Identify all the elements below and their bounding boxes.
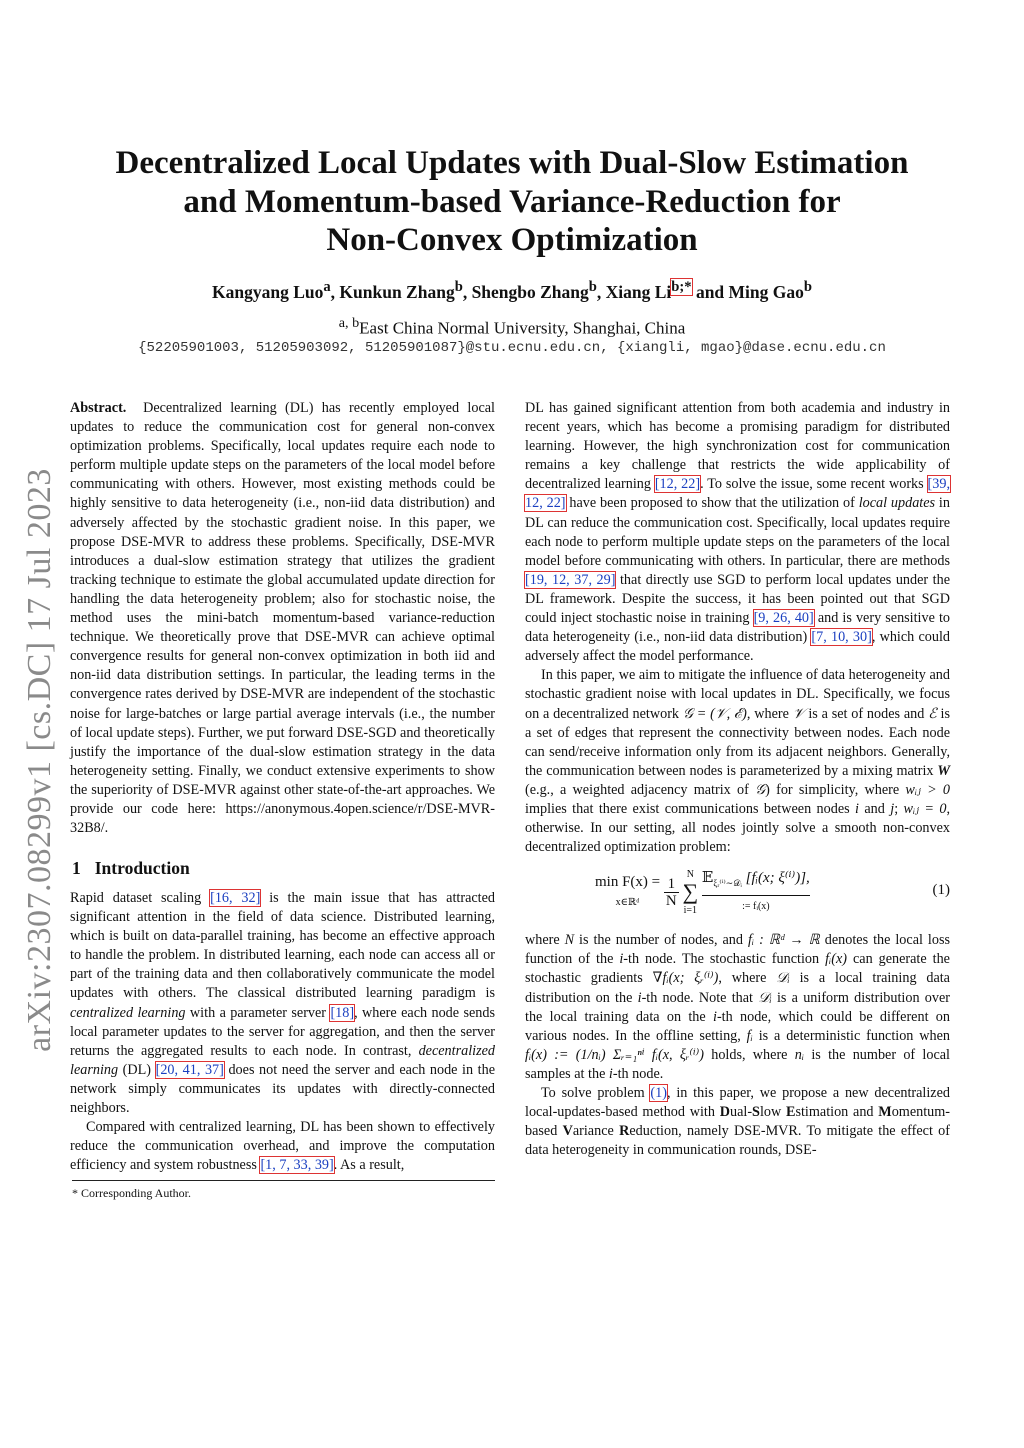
text-run: In this paper, we aim to mitigate the influence of data heterogeneity and stochastic gradient noise with local updates in DL. Specifically, we focus on a decentralized network <box>525 667 950 722</box>
text-run: is a local training data distribution on the <box>525 970 950 1006</box>
author-affiliation-mark: b <box>803 279 812 295</box>
text-run: (e.g., a weighted adjacency matrix of <box>525 781 756 798</box>
text-run: holds, where <box>703 1046 795 1063</box>
author-affiliation-mark: b <box>454 279 463 295</box>
math: 𝒱 <box>792 705 805 722</box>
intro-text <box>70 889 495 1175</box>
citation-link[interactable]: [9, 26, 40] <box>753 610 814 627</box>
emphasis: local updates <box>858 495 936 512</box>
text-run: , in this paper, we propose a new decentralized local-updates-based method with <box>525 1085 950 1121</box>
text-run: ) for simplicity, where <box>765 781 906 798</box>
text-run: , which could adversely affect the model performance. <box>525 629 950 665</box>
intro-paragraph-2 <box>70 1118 495 1175</box>
math: i <box>637 989 642 1006</box>
text-run: , where each node sends local parameter updates to the server for aggregation, and then the server returns the aggregated results to each node. In contrast, <box>70 1004 496 1059</box>
eq-frac-num: 1 <box>667 875 676 892</box>
math: 𝒢 <box>755 781 766 798</box>
section-title: Introduction <box>94 858 190 878</box>
section-heading-introduction <box>72 858 190 879</box>
equation-reference-link[interactable]: (1) <box>650 1085 667 1101</box>
emphasis: decentralized learning <box>70 1042 495 1078</box>
citation-link[interactable]: [12, 22] <box>654 476 701 493</box>
text-run: omentum-based <box>525 1104 951 1140</box>
eq-sum-bottom: i=1 <box>683 905 698 917</box>
acronym-letter: M <box>878 1104 892 1121</box>
math: ∇fᵢ(x; ξᵣ⁽ⁱ⁾) <box>652 970 719 987</box>
citation-link[interactable]: [1, 7, 33, 39] <box>260 1157 334 1174</box>
text-run: where <box>525 932 565 949</box>
eq-inner: [fᵢ(x; ξ⁽ⁱ⁾)], <box>745 869 810 886</box>
author-name: Ming Gao <box>728 281 804 302</box>
citation-link[interactable]: [18] <box>330 1004 355 1021</box>
right-paragraph-2 <box>525 666 950 857</box>
math: fᵢ(x) := (1/nᵢ) Σᵣ₌₁ⁿⁱ fᵢ(x, ξᵣ⁽ⁱ⁾) <box>525 1046 704 1063</box>
math: 𝒟ᵢ <box>776 970 790 987</box>
text-run: ual- <box>729 1104 753 1121</box>
text-run: -th node, which could be different on various nodes. In the offline setting, <box>525 1008 950 1044</box>
emphasis: centralized learning <box>70 1004 186 1021</box>
text-run: with a parameter server <box>185 1004 331 1021</box>
author-name: Kunkun Zhang <box>339 281 455 302</box>
affiliation <box>60 315 964 339</box>
citation-link[interactable]: [16, 32] <box>210 890 261 906</box>
equation-body <box>595 867 810 917</box>
intro-paragraph-1 <box>70 889 495 1118</box>
math: N <box>564 932 575 949</box>
text-run: does not need the server and each node in the network simply communicates its updates with directly-connected neighbors. <box>70 1061 495 1117</box>
text-run: Compared with centralized learning, DL has been shown to effectively reduce the communication overhead, and improve the computation efficiency and system robustness <box>70 1119 495 1174</box>
math: i <box>608 1065 613 1082</box>
acronym-letter: V <box>562 1123 573 1140</box>
text-run: , where <box>718 970 777 987</box>
sum-symbol: ∑ <box>682 879 699 905</box>
eq-expectation: 𝔼 <box>701 869 714 886</box>
acronym-letter: R <box>619 1123 630 1140</box>
abstract-text: Decentralized learning (DL) has recently employed local updates to reduce the communication cost for general non-convex optimization problems. Specifically, local updates require each node to perform multiple update steps on the parameters of the local model before communicating with others. However, most existing methods could be highly sensitive to data heterogeneity (i.e., non-iid data distribution) and adversely affected by the stochastic gradient noise. In this paper, we propose DSE-MVR to address these problems. Specifically, DSE-MVR introduces a dual-slow estimation strategy that utilizes the gradient tracking technique to estimate the global accumulated update direction for handling the data heterogeneity problem; also for stochastic noise, the method uses the mini-batch momentum-based variance-reduction technique. We theoretically prove that DSE-MVR can achieve optimal convergence results for general non-convex optimization in both iid and non-iid data distribution settings. In particular, the leading terms in the convergence rates derived by DSE-MVR are independent of the stochastic noise for large-batches or large partial average intervals (i.e., the number of local update steps). Further, we put forward DSE-SGD and theoretically justify the importance of the dual-slow estimation strategy in the data heterogeneity setting. Finally, we conduct extensive experiments to show the superiority of DSE-MVR against other state-of-the-art approaches. We provide our code here: https://anonymous.4open.science/r/DSE-MVR-32B8/. <box>70 400 495 837</box>
and-word: and <box>695 281 725 302</box>
text-run: , where <box>746 705 793 722</box>
author-name: Xiang Li <box>605 281 672 302</box>
author-emails: {52205901003, 51205903092, 51205901087}@stu.ecnu.edu.cn, {xiangli, mgao}@dase.ecnu.edu.cn <box>138 340 886 356</box>
text-run: implies that there exist communications between nodes <box>525 800 856 817</box>
author-list: Kangyang Luo$^a$, Kunkun Zhang$^b$, Shengbo Zhang$^b$, Xiang $Li^{b;*}$ and Ming Gao$^b$ <box>212 279 812 302</box>
text-run: ; <box>894 800 904 817</box>
acronym-letter: S <box>752 1104 760 1121</box>
citation-link[interactable]: [39, 12, 22] <box>525 476 950 512</box>
text-run: and is very sensitive to data heterogeneity (i.e., non-iid data distribution) <box>525 610 951 646</box>
math: j <box>890 800 895 817</box>
abstract-label: Abstract. <box>70 400 127 416</box>
text-run: is a uniform distribution over the local training data on the <box>525 989 950 1025</box>
paper-title <box>60 144 964 260</box>
text-run: is a deterministic function when <box>752 1027 950 1044</box>
eq-expectation-subscript: ξᵣ⁽ⁱ⁾∼𝒟ᵢ <box>713 877 742 888</box>
text-run: is a set of edges that represent the connectivity between nodes. Each node can send/receive information only from its adjacent neighbors. Generally, the communication between nodes is parameterized by a mixing matrix <box>525 705 950 779</box>
text-run: eduction, namely DSE-MVR. To mitigate the effect of data heterogeneity in communication rounds, DSE- <box>525 1123 950 1159</box>
text-run: -th node. The stochastic function <box>623 951 826 968</box>
math: W <box>937 762 950 779</box>
equation-1 <box>525 867 950 919</box>
math: i <box>855 800 859 817</box>
author-affiliation-mark[interactable]: b;* <box>671 279 692 295</box>
text-run: -th node. Note that <box>641 989 759 1006</box>
title-line: Non-Convex Optimization <box>326 222 698 258</box>
arxiv-identifier: arXiv:2307.08299v1 [cs.DC] 17 Jul 2023 <box>21 468 58 1052</box>
math: 𝒢 = (𝒱, ℰ) <box>682 705 747 722</box>
text-run: is the number of nodes, and <box>574 932 748 949</box>
text-run: . As a result, <box>333 1157 405 1174</box>
text-run: (DL) <box>118 1061 156 1078</box>
section-number: 1 <box>72 858 81 878</box>
citation-link[interactable]: [20, 41, 37] <box>155 1061 224 1078</box>
eq-frac-den: N <box>665 892 677 909</box>
eq-lhs: min F(x) = <box>595 873 661 890</box>
text-run: -th node. <box>612 1065 664 1082</box>
math: wᵢⱼ = 0 <box>903 800 947 817</box>
title-line: Decentralized Local Updates with Dual-Slow Estimation <box>115 145 909 181</box>
author-affiliation-mark: b <box>588 279 597 295</box>
eq-min-subscript: x∈ℝᵈ <box>615 896 640 908</box>
eq-underbrace-label: := fᵢ(x) <box>742 900 770 912</box>
math: i <box>619 951 624 968</box>
right-paragraph-3 <box>525 931 950 1084</box>
math: i <box>713 1008 717 1025</box>
acronym-letter: E <box>785 1104 796 1121</box>
text-run: , otherwise. In our setting, all nodes jointly solve a smooth non-convex decentralized optimization problem: <box>525 800 950 856</box>
text-run: . To solve the issue, some recent works <box>700 476 928 493</box>
eq-sum-top: N <box>686 869 694 881</box>
math: ℰ <box>928 705 937 722</box>
text-run: low <box>759 1104 786 1121</box>
text-run: To solve problem <box>541 1085 651 1101</box>
text-run: can generate the stochastic gradients <box>525 951 950 987</box>
text-run: is a set of nodes and <box>804 705 929 722</box>
text-run: stimation and <box>795 1104 879 1121</box>
text-run: Rapid dataset scaling <box>70 890 211 906</box>
footnote: * Corresponding Author. <box>72 1186 191 1200</box>
abstract <box>70 399 495 838</box>
text-run: is the number of local samples at the <box>525 1046 950 1082</box>
affiliation-text: East China Normal University, Shanghai, China <box>359 318 686 338</box>
right-paragraph-4 <box>525 1084 950 1160</box>
text-run: is the main issue that has attracted significant attention in the field of data science. Distributed learning, which is built on data-parallel training, has become an effective approach to handle the problem. In distributed learning, each node can access all or part of the training data and then collaboratively communicate the model updates with others. The classical distributed learning paradigm is <box>70 890 496 1002</box>
math: nᵢ <box>794 1046 805 1063</box>
right-paragraph-1 <box>525 399 950 666</box>
text-run: in DL can reduce the communication cost. Specifically, local updates require each node to perform multiple update steps on the parameters of the local model before communicating with others. In particular, there are methods <box>525 495 950 569</box>
math: 𝒟ᵢ <box>758 989 772 1006</box>
text-run: that directly use SGD to perform local updates under the DL framework. Despite the success, it has been pointed out that SGD could inject stochastic noise in training <box>525 571 950 627</box>
citation-link[interactable]: [19, 12, 37, 29] <box>525 571 616 588</box>
text-run: DL has gained significant attention from both academia and industry in recent years, which has become a promising paradigm for distributed learning. However, the high synchronization cost for communication remains a key challenge that restricts the wide applicability of decentralized learning <box>525 400 950 493</box>
acronym-letter: D <box>719 1104 730 1121</box>
math: fᵢ : ℝᵈ → ℝ <box>747 932 820 949</box>
equation-number: (1) <box>932 882 950 899</box>
math: fᵢ(x) <box>825 951 847 968</box>
arxiv-sidebar <box>10 460 70 1060</box>
author-name: Shengbo Zhang <box>471 281 589 302</box>
footnote-rule <box>72 1180 495 1181</box>
citation-link[interactable]: [7, 10, 30] <box>811 629 872 646</box>
text-run: denotes the local loss function of the <box>525 932 950 968</box>
text-run: have been proposed to show that the utilization of <box>565 495 859 512</box>
right-column <box>525 399 950 1160</box>
math: wᵢⱼ > 0 <box>905 781 951 798</box>
math: fᵢ <box>746 1027 753 1044</box>
author-name: Kangyang Luo <box>212 281 324 302</box>
left-column <box>70 399 495 838</box>
title-line: and Momentum-based Variance-Reduction for <box>183 183 841 220</box>
affiliation-marks: a, b <box>338 315 360 331</box>
text-run: and <box>859 800 891 817</box>
text-run: ariance <box>572 1123 620 1140</box>
author-affiliation-mark: a <box>323 279 331 295</box>
